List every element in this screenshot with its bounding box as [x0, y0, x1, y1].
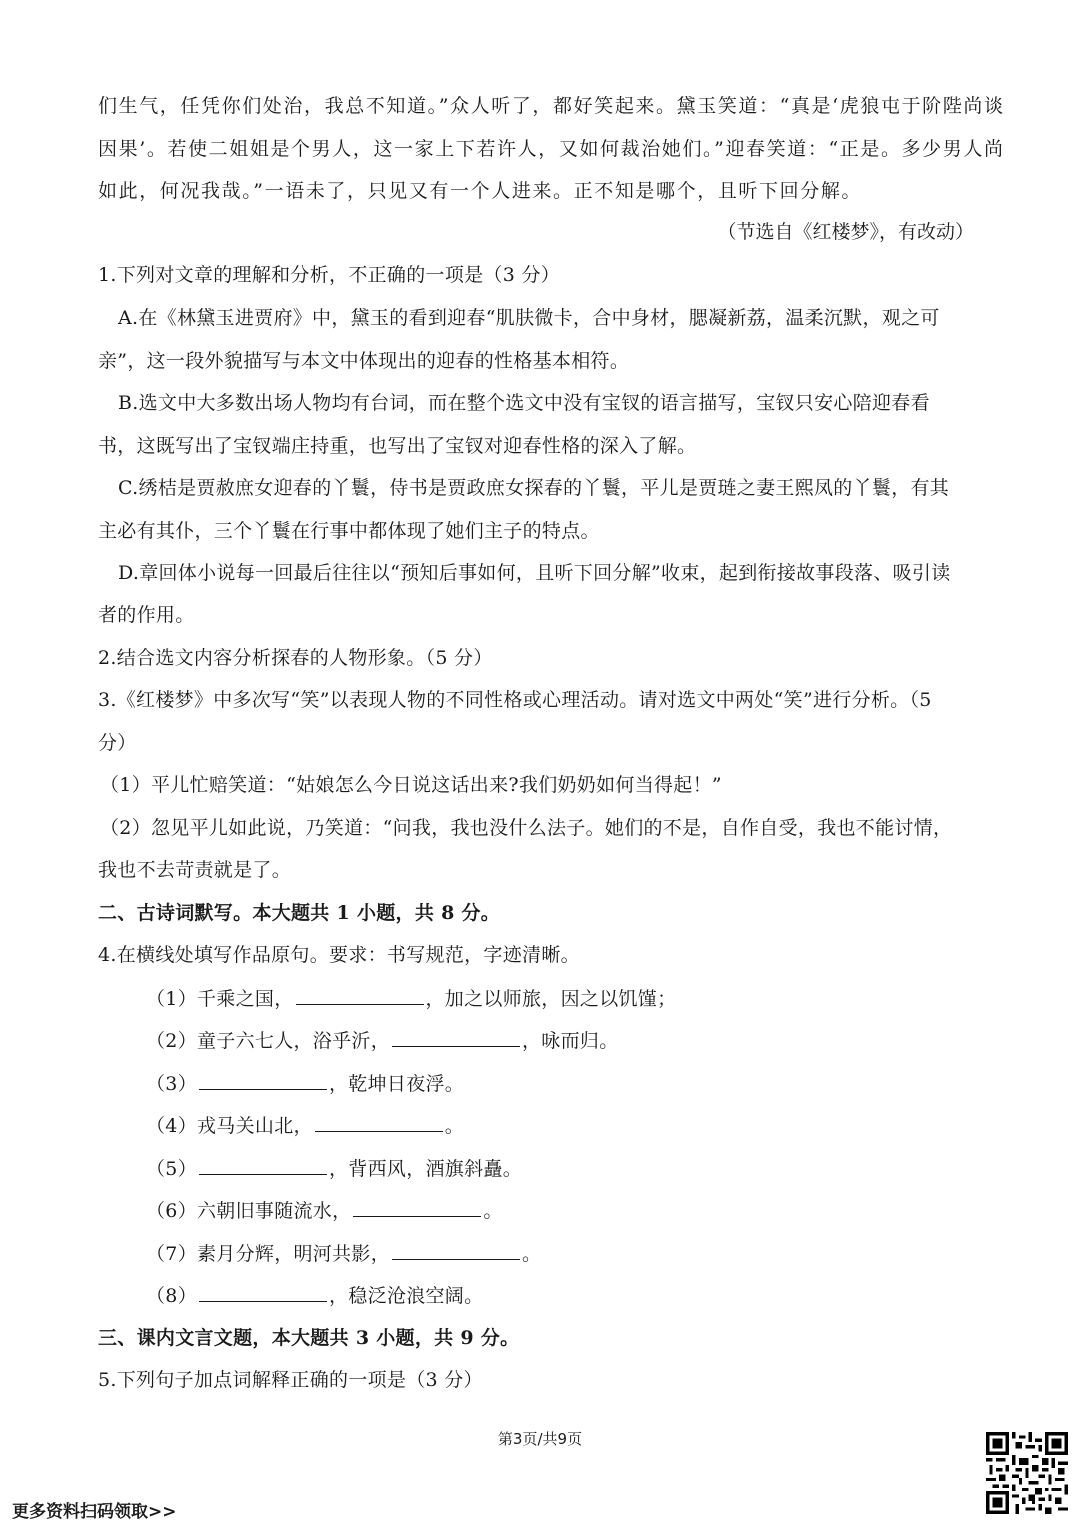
- answer-blank[interactable]: [199, 1071, 327, 1090]
- question-2-stem: 2.结合选文内容分析探春的人物形象。（5 分）: [98, 647, 493, 669]
- page-number: 第3页/共9页: [497, 1430, 583, 1448]
- question-1-stem: 1.下列对文章的理解和分析，不正确的一项是（3 分）: [98, 264, 561, 286]
- promo-text: 更多资料扫码领取>>: [12, 1502, 177, 1522]
- fill-blank-item: （3） ，乾坤日夜浮。: [146, 1073, 465, 1095]
- answer-blank[interactable]: [199, 1283, 327, 1302]
- passage-source: （节选自《红楼梦》，有改动）: [717, 221, 974, 243]
- section-2-heading: 二、古诗词默写。本大题共 1 小题，共 8 分。: [98, 902, 501, 924]
- qr-code-icon[interactable]: [986, 1432, 1068, 1514]
- fill-blank-item: （5） ，背西风，酒旗斜矗。: [146, 1158, 523, 1180]
- fill-blank-item: （1）千乘之国， ，加之以师旅，因之以饥馑；: [146, 988, 677, 1010]
- question-3-stem: 3.《红楼梦》中多次写“笑”以表现人物的不同性格或心理活动。请对选文中两处“笑”进行分析。（5: [98, 689, 932, 711]
- fill-blank-item: （8） ，稳泛沧浪空阔。: [146, 1285, 484, 1307]
- fill-blank-item: （2）童子六七人，浴乎沂， ，咏而归。: [146, 1030, 619, 1052]
- section-3-heading: 三、课内文言文题，本大题共 3 小题，共 9 分。: [98, 1327, 520, 1349]
- option-d-cont: 者的作用。: [98, 604, 195, 626]
- answer-blank[interactable]: [392, 1028, 520, 1047]
- option-c: C.绣桔是贾赦庶女迎春的丫鬟，侍书是贾政庶女探春的丫鬟，平儿是贾琏之妻王熙凤的丫鬟，有其: [118, 477, 950, 499]
- answer-blank[interactable]: [392, 1241, 520, 1260]
- passage-line: 如此，何况我哉。”一语未了，只见又有一个人进来。正不知是哪个，且听下回分解。: [98, 180, 863, 202]
- question-3-item-1: （1）平儿忙赔笑道：“姑娘怎么今日说这话出来?我们奶奶如何当得起！”: [100, 774, 722, 796]
- option-b: B.选文中大多数出场人物均有台词，而在整个选文中没有宝钗的语言描写，宝钗只安心陪迎春看: [118, 392, 930, 414]
- option-d: D.章回体小说每一回最后往往以“预知后事如何，且听下回分解”收束，起到衔接故事段落、吸引读: [118, 562, 951, 584]
- fill-blank-item: （7）素月分辉，明河共影， 。: [146, 1243, 542, 1265]
- question-4-stem: 4.在横线处填写作品原句。要求：书写规范，字迹清晰。: [98, 944, 580, 966]
- option-c-cont: 主必有其仆，三个丫鬟在行事中都体现了她们主子的特点。: [98, 520, 600, 542]
- answer-blank[interactable]: [353, 1198, 481, 1217]
- passage-line: 因果’。若使二姐姐是个男人，这一家上下若许人，又如何裁治她们。”迎春笑道：“正是。多少男人尚: [98, 138, 1005, 160]
- option-a-cont: 亲”，这一段外貌描写与本文中体现出的迎春的性格基本相符。: [98, 350, 630, 372]
- passage-line: 们生气，任凭你们处治，我总不知道。”众人听了，都好笑起来。黛玉笑道：“真是‘虎狼屯于阶陛尚谈: [98, 95, 1005, 117]
- question-5-stem: 5.下列句子加点词解释正确的一项是（3 分）: [98, 1369, 483, 1391]
- question-3-stem-cont: 分）: [98, 732, 137, 754]
- answer-blank[interactable]: [296, 986, 424, 1005]
- option-a: A.在《林黛玉进贾府》中，黛玉的看到迎春“肌肤微卡，合中身材，腮凝新荔，温柔沉默，观之可: [118, 307, 940, 329]
- option-b-cont: 书，这既写出了宝钗端庄持重，也写出了宝钗对迎春性格的深入了解。: [98, 435, 697, 457]
- question-3-item-2-cont: 我也不去苛责就是了。: [98, 859, 292, 881]
- answer-blank[interactable]: [199, 1156, 327, 1175]
- question-3-item-2: （2）忽见平儿如此说，乃笑道：“问我，我也没什么法子。她们的不是，自作自受，我也不能讨情，: [100, 817, 953, 839]
- fill-blank-item: （4）戎马关山北， 。: [146, 1115, 465, 1137]
- answer-blank[interactable]: [315, 1113, 443, 1132]
- fill-blank-item: （6）六朝旧事随流水， 。: [146, 1200, 503, 1222]
